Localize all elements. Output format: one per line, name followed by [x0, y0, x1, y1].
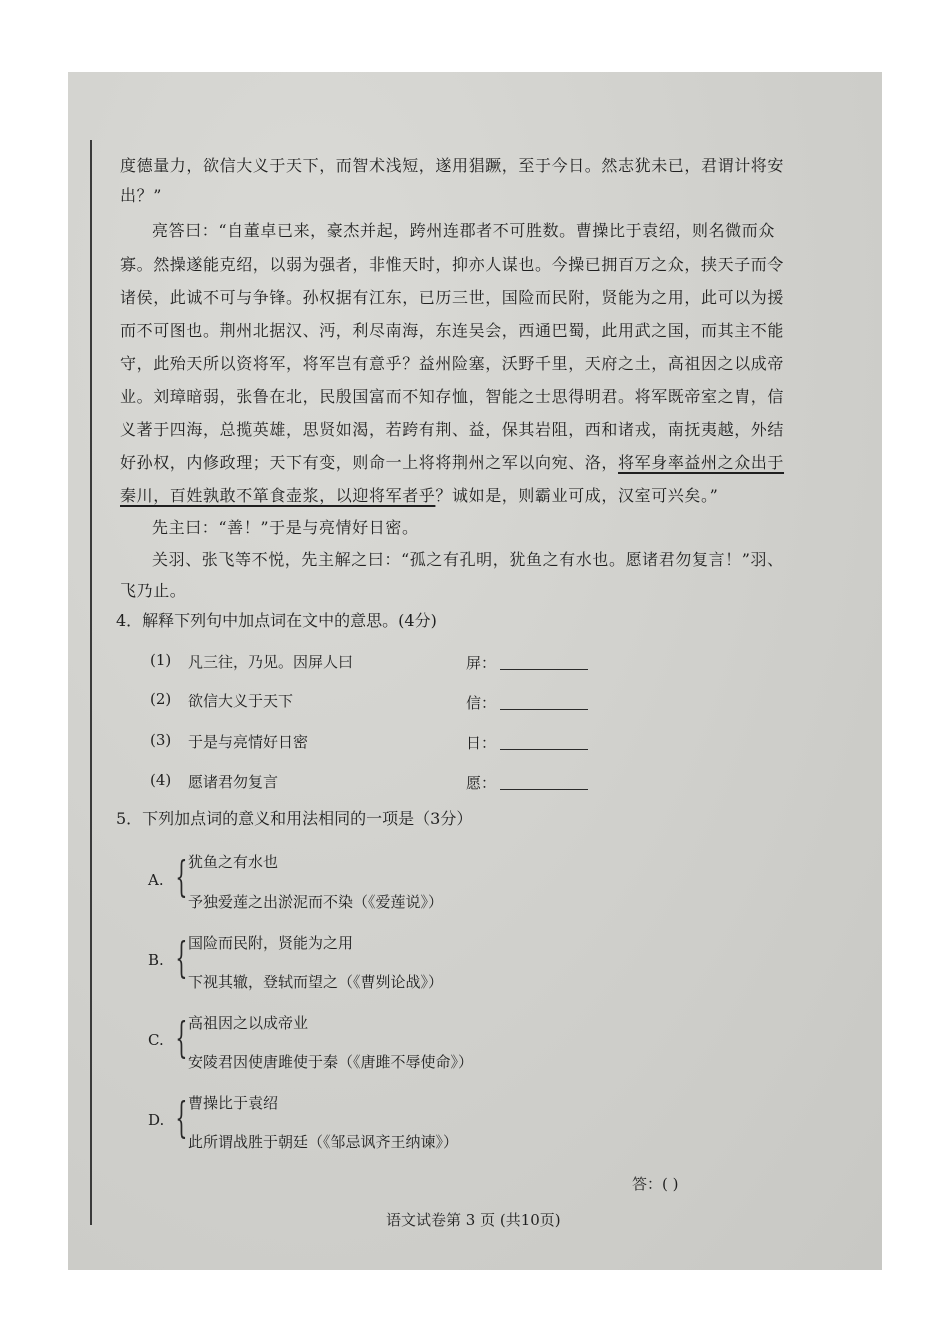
q4-item-3-number: (3)	[150, 731, 172, 749]
passage-line-11-text: ？诚如是，则霸业可成，汉室可兴矣。”	[435, 486, 719, 505]
passage-line-7: 守，此殆天所以资将军，将军岂有意乎？益州险塞，沃野千里，天府之土，高祖因之以成帝	[120, 354, 785, 373]
q4-item-4-answer-blank[interactable]	[500, 789, 588, 790]
q5-option-c-line2: 安陵君因使唐雎使于秦（《唐雎不辱使命》）	[188, 1053, 474, 1071]
question-5-stem: 5．下列加点词的意义和用法相同的一项是（3分）	[116, 809, 473, 828]
q5-option-d-letter[interactable]: D.	[148, 1111, 165, 1129]
q5-option-a-line1: 犹鱼之有水也	[188, 853, 279, 871]
passage-line-14: 飞乃止。	[120, 581, 187, 600]
q5-option-a-letter[interactable]: A.	[148, 871, 164, 889]
q4-item-2-text: 欲信大义于天下	[188, 692, 294, 710]
question-4-stem: 4．解释下列句中加点词在文中的意思。(4分)	[116, 611, 437, 630]
q5-option-d-line1: 曹操比于袁绍	[188, 1094, 279, 1112]
q5-option-a-line2: 予独爱莲之出淤泥而不染（《爱莲说》）	[188, 893, 444, 911]
passage-line-9: 义著于四海，总揽英雄，思贤如渴，若跨有荆、益，保其岩阻，西和诸戎，南抚夷越，外结	[120, 420, 785, 439]
passage-line-1: 度德量力，欲信大义于天下，而智术浅短，遂用猖蹶，至于今日。然志犹未已，君谓计将安	[120, 156, 785, 175]
passage-line-2: 出？”	[120, 186, 162, 205]
q4-item-4-text: 愿诸君勿复言	[188, 773, 279, 791]
brace-a: {	[175, 852, 188, 901]
passage-line-12: 先主曰：“善！”于是与亮情好日密。	[152, 518, 419, 537]
q4-item-2-number: (2)	[150, 690, 172, 708]
q4-item-2-key: 信：	[466, 694, 497, 712]
q4-item-1-answer-blank[interactable]	[500, 669, 588, 670]
brace-c: {	[175, 1013, 188, 1062]
q4-item-3-answer-blank[interactable]	[500, 749, 588, 750]
q4-item-3-text: 于是与亮情好日密	[188, 733, 309, 751]
q4-item-3-key: 日：	[466, 734, 497, 752]
underlined-sentence-part-2: 秦川，百姓孰敢不箪食壶浆，以迎将军者乎	[120, 486, 436, 505]
q5-option-c-line1: 高祖因之以成帝业	[188, 1014, 309, 1032]
q4-item-1-number: (1)	[150, 651, 172, 669]
passage-line-6: 而不可图也。荆州北据汉、沔，利尽南海，东连吴会，西通巴蜀，此用武之国，而其主不能	[120, 321, 785, 340]
q4-item-2-answer-blank[interactable]	[500, 709, 588, 710]
q4-item-4-number: (4)	[150, 771, 172, 789]
passage-line-3: 亮答曰：“自董卓已来，豪杰并起，跨州连郡者不可胜数。曹操比于袁绍，则名微而众	[152, 221, 775, 240]
q5-option-b-line1: 国险而民附，贤能为之用	[188, 934, 354, 952]
q5-option-d-line2: 此所谓战胜于朝廷（《邹忌讽齐王纳谏》）	[188, 1133, 459, 1151]
passage-line-10	[120, 455, 784, 471]
brace-b: {	[175, 933, 188, 982]
passage-line-10-text: 好孙权，内修政理；天下有变，则命一上将将荆州之军以向宛、洛，	[120, 453, 619, 472]
q4-item-4-key: 愿：	[466, 774, 497, 792]
passage-line-8: 业。刘璋暗弱，张鲁在北，民殷国富而不知存恤，智能之士思得明君。将军既帝室之胄，信	[120, 387, 785, 406]
passage-line-13: 关羽、张飞等不悦，先主解之曰：“孤之有孔明，犹鱼之有水也。愿诸君勿复言！”羽、	[152, 550, 784, 569]
page-footer: 语文试卷第 3 页 (共10页)	[386, 1211, 561, 1229]
q5-option-c-letter[interactable]: C.	[148, 1031, 164, 1049]
passage-line-4: 寡。然操遂能克绍，以弱为强者，非惟天时，抑亦人谋也。今操已拥百万之众，挟天子而令	[120, 255, 785, 274]
margin-rule	[90, 140, 92, 1225]
underlined-sentence-part-1: 将军身率益州之众出于	[618, 453, 785, 472]
passage-line-5: 诸侯，此诚不可与争锋。孙权据有江东，已历三世，国险而民附，贤能为之用，此可以为援	[120, 288, 785, 307]
passage-line-11	[120, 488, 718, 504]
q5-option-b-line2: 下视其辙，登轼而望之（《曹刿论战》）	[188, 973, 444, 991]
answer-parentheses[interactable]: 答：( )	[632, 1175, 679, 1193]
q4-item-1-key: 屏：	[466, 654, 497, 672]
q4-item-1-text: 凡三往，乃见。因屏人曰	[188, 653, 354, 671]
q5-option-b-letter[interactable]: B.	[148, 951, 164, 969]
brace-d: {	[175, 1093, 188, 1142]
